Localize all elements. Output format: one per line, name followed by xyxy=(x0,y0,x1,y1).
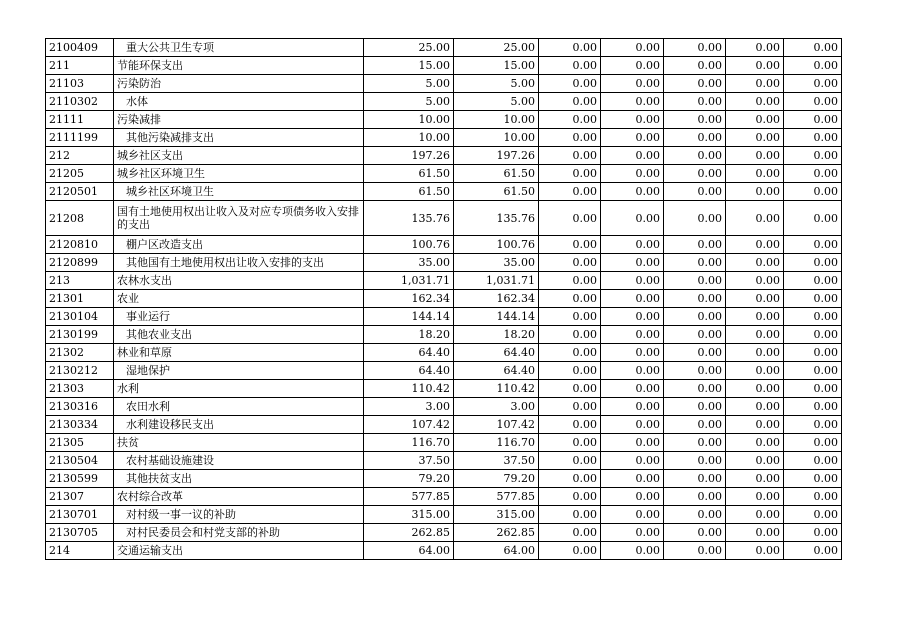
amount-cell: 110.42 xyxy=(454,380,539,398)
amount-cell: 0.00 xyxy=(601,398,664,416)
amount-cell: 0.00 xyxy=(726,344,784,362)
subject-name-cell: 其他国有土地使用权出让收入安排的支出 xyxy=(114,254,364,272)
amount-cell: 577.85 xyxy=(454,488,539,506)
amount-cell: 5.00 xyxy=(454,75,539,93)
table-row xyxy=(46,165,842,183)
amount-cell: 0.00 xyxy=(726,542,784,560)
amount-cell: 0.00 xyxy=(784,236,842,254)
subject-code-cell: 2130599 xyxy=(46,470,114,488)
amount-cell: 0.00 xyxy=(539,183,601,201)
amount-cell: 144.14 xyxy=(454,308,539,326)
subject-name-cell: 城乡社区环境卫生 xyxy=(114,183,364,201)
subject-code-cell: 2130504 xyxy=(46,452,114,470)
amount-cell: 64.00 xyxy=(454,542,539,560)
amount-cell: 0.00 xyxy=(726,452,784,470)
amount-cell: 0.00 xyxy=(664,398,726,416)
subject-name-cell: 对村民委员会和村党支部的补助 xyxy=(114,524,364,542)
subject-name-cell: 水利 xyxy=(114,380,364,398)
amount-cell: 0.00 xyxy=(784,254,842,272)
subject-name-cell: 其他农业支出 xyxy=(114,326,364,344)
amount-cell: 15.00 xyxy=(454,57,539,75)
amount-cell: 0.00 xyxy=(726,470,784,488)
amount-cell: 0.00 xyxy=(601,488,664,506)
subject-name-cell: 扶贫 xyxy=(114,434,364,452)
amount-cell: 0.00 xyxy=(726,75,784,93)
table-row xyxy=(46,129,842,147)
amount-cell: 0.00 xyxy=(601,111,664,129)
amount-cell: 0.00 xyxy=(601,183,664,201)
amount-cell: 100.76 xyxy=(454,236,539,254)
amount-cell: 10.00 xyxy=(454,111,539,129)
amount-cell: 0.00 xyxy=(664,254,726,272)
amount-cell: 15.00 xyxy=(364,57,454,75)
amount-cell: 135.76 xyxy=(454,201,539,236)
amount-cell: 61.50 xyxy=(454,165,539,183)
subject-code-cell: 21305 xyxy=(46,434,114,452)
table-row xyxy=(46,111,842,129)
amount-cell: 3.00 xyxy=(454,398,539,416)
amount-cell: 64.00 xyxy=(364,542,454,560)
amount-cell: 0.00 xyxy=(784,129,842,147)
subject-code-cell: 2130316 xyxy=(46,398,114,416)
amount-cell: 0.00 xyxy=(726,147,784,165)
amount-cell: 0.00 xyxy=(539,39,601,57)
amount-cell: 0.00 xyxy=(664,542,726,560)
subject-name-cell: 交通运输支出 xyxy=(114,542,364,560)
amount-cell: 0.00 xyxy=(784,183,842,201)
amount-cell: 0.00 xyxy=(539,326,601,344)
amount-cell: 0.00 xyxy=(726,254,784,272)
amount-cell: 0.00 xyxy=(539,93,601,111)
amount-cell: 25.00 xyxy=(364,39,454,57)
amount-cell: 0.00 xyxy=(784,398,842,416)
amount-cell: 0.00 xyxy=(601,380,664,398)
amount-cell: 0.00 xyxy=(601,236,664,254)
amount-cell: 0.00 xyxy=(601,147,664,165)
amount-cell: 0.00 xyxy=(726,39,784,57)
amount-cell: 0.00 xyxy=(664,165,726,183)
amount-cell: 0.00 xyxy=(601,506,664,524)
table-row xyxy=(46,524,842,542)
amount-cell: 0.00 xyxy=(664,308,726,326)
table-row xyxy=(46,434,842,452)
table-row xyxy=(46,39,842,57)
amount-cell: 3.00 xyxy=(364,398,454,416)
subject-code-cell: 2110302 xyxy=(46,93,114,111)
amount-cell: 0.00 xyxy=(726,165,784,183)
amount-cell: 0.00 xyxy=(784,506,842,524)
subject-name-cell: 林业和草原 xyxy=(114,344,364,362)
subject-code-cell: 2130705 xyxy=(46,524,114,542)
subject-name-cell: 农林水支出 xyxy=(114,272,364,290)
amount-cell: 0.00 xyxy=(784,380,842,398)
subject-name-cell: 事业运行 xyxy=(114,308,364,326)
subject-code-cell: 2120899 xyxy=(46,254,114,272)
subject-code-cell: 2100409 xyxy=(46,39,114,57)
amount-cell: 0.00 xyxy=(539,290,601,308)
subject-name-cell: 农田水利 xyxy=(114,398,364,416)
amount-cell: 0.00 xyxy=(601,344,664,362)
amount-cell: 0.00 xyxy=(784,290,842,308)
amount-cell: 0.00 xyxy=(601,57,664,75)
table-row xyxy=(46,308,842,326)
subject-name-cell: 水利建设移民支出 xyxy=(114,416,364,434)
table-row xyxy=(46,183,842,201)
subject-code-cell: 2130104 xyxy=(46,308,114,326)
amount-cell: 0.00 xyxy=(664,380,726,398)
amount-cell: 0.00 xyxy=(539,380,601,398)
amount-cell: 577.85 xyxy=(364,488,454,506)
table-row xyxy=(46,93,842,111)
amount-cell: 0.00 xyxy=(784,434,842,452)
subject-code-cell: 21208 xyxy=(46,201,114,236)
amount-cell: 0.00 xyxy=(664,39,726,57)
amount-cell: 18.20 xyxy=(364,326,454,344)
amount-cell: 64.40 xyxy=(364,344,454,362)
amount-cell: 0.00 xyxy=(601,272,664,290)
amount-cell: 144.14 xyxy=(364,308,454,326)
amount-cell: 0.00 xyxy=(539,506,601,524)
amount-cell: 0.00 xyxy=(539,147,601,165)
amount-cell: 18.20 xyxy=(454,326,539,344)
amount-cell: 0.00 xyxy=(784,416,842,434)
amount-cell: 0.00 xyxy=(726,183,784,201)
amount-cell: 0.00 xyxy=(539,75,601,93)
subject-code-cell: 21205 xyxy=(46,165,114,183)
amount-cell: 262.85 xyxy=(364,524,454,542)
amount-cell: 0.00 xyxy=(784,111,842,129)
amount-cell: 0.00 xyxy=(726,272,784,290)
amount-cell: 79.20 xyxy=(364,470,454,488)
amount-cell: 0.00 xyxy=(784,147,842,165)
table-row xyxy=(46,542,842,560)
amount-cell: 0.00 xyxy=(601,470,664,488)
amount-cell: 107.42 xyxy=(454,416,539,434)
subject-code-cell: 21302 xyxy=(46,344,114,362)
amount-cell: 262.85 xyxy=(454,524,539,542)
subject-code-cell: 21303 xyxy=(46,380,114,398)
amount-cell: 0.00 xyxy=(726,398,784,416)
amount-cell: 0.00 xyxy=(539,524,601,542)
amount-cell: 100.76 xyxy=(364,236,454,254)
budget-table xyxy=(45,38,842,560)
amount-cell: 25.00 xyxy=(454,39,539,57)
amount-cell: 197.26 xyxy=(454,147,539,165)
amount-cell: 0.00 xyxy=(664,344,726,362)
table-body xyxy=(46,39,842,560)
subject-name-cell: 污染减排 xyxy=(114,111,364,129)
amount-cell: 5.00 xyxy=(454,93,539,111)
amount-cell: 0.00 xyxy=(539,542,601,560)
amount-cell: 0.00 xyxy=(601,201,664,236)
subject-code-cell: 21111 xyxy=(46,111,114,129)
amount-cell: 116.70 xyxy=(364,434,454,452)
amount-cell: 0.00 xyxy=(539,416,601,434)
subject-name-cell: 其他污染减排支出 xyxy=(114,129,364,147)
amount-cell: 135.76 xyxy=(364,201,454,236)
amount-cell: 0.00 xyxy=(784,308,842,326)
amount-cell: 0.00 xyxy=(726,506,784,524)
subject-name-cell: 城乡社区支出 xyxy=(114,147,364,165)
amount-cell: 0.00 xyxy=(539,129,601,147)
amount-cell: 5.00 xyxy=(364,75,454,93)
amount-cell: 0.00 xyxy=(539,344,601,362)
subject-code-cell: 214 xyxy=(46,542,114,560)
amount-cell: 0.00 xyxy=(539,488,601,506)
amount-cell: 0.00 xyxy=(784,75,842,93)
subject-code-cell: 211 xyxy=(46,57,114,75)
amount-cell: 0.00 xyxy=(726,290,784,308)
subject-name-cell: 湿地保护 xyxy=(114,362,364,380)
subject-code-cell: 213 xyxy=(46,272,114,290)
amount-cell: 0.00 xyxy=(601,434,664,452)
amount-cell: 10.00 xyxy=(364,111,454,129)
amount-cell: 0.00 xyxy=(601,93,664,111)
subject-code-cell: 2130334 xyxy=(46,416,114,434)
amount-cell: 0.00 xyxy=(784,362,842,380)
amount-cell: 0.00 xyxy=(539,254,601,272)
amount-cell: 0.00 xyxy=(664,326,726,344)
table-row xyxy=(46,147,842,165)
amount-cell: 315.00 xyxy=(364,506,454,524)
subject-code-cell: 21103 xyxy=(46,75,114,93)
amount-cell: 0.00 xyxy=(784,326,842,344)
amount-cell: 0.00 xyxy=(601,165,664,183)
amount-cell: 0.00 xyxy=(539,434,601,452)
amount-cell: 0.00 xyxy=(726,380,784,398)
amount-cell: 0.00 xyxy=(726,111,784,129)
amount-cell: 64.40 xyxy=(364,362,454,380)
amount-cell: 0.00 xyxy=(784,524,842,542)
subject-name-cell: 重大公共卫生专项 xyxy=(114,39,364,57)
subject-code-cell: 2130212 xyxy=(46,362,114,380)
amount-cell: 0.00 xyxy=(601,75,664,93)
amount-cell: 5.00 xyxy=(364,93,454,111)
amount-cell: 0.00 xyxy=(664,362,726,380)
subject-code-cell: 21301 xyxy=(46,290,114,308)
amount-cell: 0.00 xyxy=(601,254,664,272)
subject-code-cell: 21307 xyxy=(46,488,114,506)
amount-cell: 0.00 xyxy=(539,452,601,470)
amount-cell: 0.00 xyxy=(664,111,726,129)
amount-cell: 0.00 xyxy=(726,57,784,75)
subject-name-cell: 棚户区改造支出 xyxy=(114,236,364,254)
amount-cell: 0.00 xyxy=(601,326,664,344)
table-row xyxy=(46,75,842,93)
table-row xyxy=(46,344,842,362)
amount-cell: 0.00 xyxy=(784,201,842,236)
amount-cell: 0.00 xyxy=(601,290,664,308)
amount-cell: 162.34 xyxy=(364,290,454,308)
amount-cell: 0.00 xyxy=(726,362,784,380)
amount-cell: 0.00 xyxy=(784,470,842,488)
table-row xyxy=(46,452,842,470)
amount-cell: 0.00 xyxy=(601,542,664,560)
table-row xyxy=(46,470,842,488)
amount-cell: 0.00 xyxy=(664,452,726,470)
amount-cell: 0.00 xyxy=(726,201,784,236)
amount-cell: 0.00 xyxy=(539,57,601,75)
subject-name-cell: 对村级一事一议的补助 xyxy=(114,506,364,524)
amount-cell: 0.00 xyxy=(726,236,784,254)
amount-cell: 197.26 xyxy=(364,147,454,165)
amount-cell: 162.34 xyxy=(454,290,539,308)
amount-cell: 0.00 xyxy=(784,542,842,560)
amount-cell: 0.00 xyxy=(539,236,601,254)
amount-cell: 315.00 xyxy=(454,506,539,524)
amount-cell: 37.50 xyxy=(454,452,539,470)
amount-cell: 0.00 xyxy=(726,93,784,111)
amount-cell: 0.00 xyxy=(664,488,726,506)
amount-cell: 0.00 xyxy=(539,362,601,380)
amount-cell: 0.00 xyxy=(784,57,842,75)
amount-cell: 0.00 xyxy=(601,362,664,380)
subject-code-cell: 212 xyxy=(46,147,114,165)
amount-cell: 10.00 xyxy=(454,129,539,147)
subject-name-cell: 农村综合改革 xyxy=(114,488,364,506)
subject-code-cell: 2130701 xyxy=(46,506,114,524)
table-row xyxy=(46,362,842,380)
amount-cell: 0.00 xyxy=(726,488,784,506)
amount-cell: 0.00 xyxy=(664,434,726,452)
table-row xyxy=(46,57,842,75)
amount-cell: 61.50 xyxy=(364,165,454,183)
amount-cell: 107.42 xyxy=(364,416,454,434)
amount-cell: 10.00 xyxy=(364,129,454,147)
amount-cell: 0.00 xyxy=(784,93,842,111)
amount-cell: 35.00 xyxy=(454,254,539,272)
amount-cell: 0.00 xyxy=(664,416,726,434)
amount-cell: 0.00 xyxy=(664,470,726,488)
subject-name-cell: 国有土地使用权出让收入及对应专项债务收入安排的支出 xyxy=(114,201,364,236)
amount-cell: 0.00 xyxy=(664,272,726,290)
subject-code-cell: 2120501 xyxy=(46,183,114,201)
table-row xyxy=(46,236,842,254)
amount-cell: 0.00 xyxy=(726,129,784,147)
amount-cell: 0.00 xyxy=(539,398,601,416)
amount-cell: 0.00 xyxy=(784,272,842,290)
amount-cell: 0.00 xyxy=(784,165,842,183)
amount-cell: 0.00 xyxy=(664,506,726,524)
table-row xyxy=(46,398,842,416)
amount-cell: 0.00 xyxy=(601,129,664,147)
amount-cell: 0.00 xyxy=(726,326,784,344)
amount-cell: 0.00 xyxy=(726,524,784,542)
amount-cell: 0.00 xyxy=(664,183,726,201)
amount-cell: 0.00 xyxy=(664,75,726,93)
amount-cell: 0.00 xyxy=(539,272,601,290)
amount-cell: 0.00 xyxy=(601,416,664,434)
amount-cell: 0.00 xyxy=(664,290,726,308)
amount-cell: 0.00 xyxy=(539,201,601,236)
amount-cell: 79.20 xyxy=(454,470,539,488)
amount-cell: 0.00 xyxy=(539,308,601,326)
amount-cell: 0.00 xyxy=(539,470,601,488)
amount-cell: 0.00 xyxy=(601,452,664,470)
table-row xyxy=(46,201,842,236)
subject-name-cell: 水体 xyxy=(114,93,364,111)
amount-cell: 0.00 xyxy=(601,308,664,326)
amount-cell: 0.00 xyxy=(664,93,726,111)
amount-cell: 0.00 xyxy=(539,111,601,129)
amount-cell: 0.00 xyxy=(726,434,784,452)
amount-cell: 0.00 xyxy=(601,39,664,57)
amount-cell: 0.00 xyxy=(784,344,842,362)
subject-name-cell: 节能环保支出 xyxy=(114,57,364,75)
amount-cell: 0.00 xyxy=(664,201,726,236)
subject-code-cell: 2120810 xyxy=(46,236,114,254)
amount-cell: 0.00 xyxy=(664,524,726,542)
table-row xyxy=(46,290,842,308)
table-row xyxy=(46,488,842,506)
amount-cell: 0.00 xyxy=(664,147,726,165)
subject-code-cell: 2111199 xyxy=(46,129,114,147)
amount-cell: 61.50 xyxy=(454,183,539,201)
amount-cell: 0.00 xyxy=(664,236,726,254)
table-row xyxy=(46,326,842,344)
table-row xyxy=(46,416,842,434)
amount-cell: 61.50 xyxy=(364,183,454,201)
amount-cell: 64.40 xyxy=(454,344,539,362)
amount-cell: 110.42 xyxy=(364,380,454,398)
amount-cell: 37.50 xyxy=(364,452,454,470)
amount-cell: 1,031.71 xyxy=(454,272,539,290)
amount-cell: 35.00 xyxy=(364,254,454,272)
amount-cell: 1,031.71 xyxy=(364,272,454,290)
subject-name-cell: 城乡社区环境卫生 xyxy=(114,165,364,183)
amount-cell: 0.00 xyxy=(784,452,842,470)
table-row xyxy=(46,506,842,524)
amount-cell: 116.70 xyxy=(454,434,539,452)
amount-cell: 0.00 xyxy=(784,39,842,57)
amount-cell: 0.00 xyxy=(664,129,726,147)
subject-name-cell: 污染防治 xyxy=(114,75,364,93)
table-row xyxy=(46,254,842,272)
amount-cell: 0.00 xyxy=(664,57,726,75)
subject-name-cell: 农村基础设施建设 xyxy=(114,452,364,470)
amount-cell: 0.00 xyxy=(784,488,842,506)
subject-name-cell: 其他扶贫支出 xyxy=(114,470,364,488)
subject-name-cell: 农业 xyxy=(114,290,364,308)
table-row xyxy=(46,272,842,290)
table-row xyxy=(46,380,842,398)
amount-cell: 64.40 xyxy=(454,362,539,380)
subject-code-cell: 2130199 xyxy=(46,326,114,344)
amount-cell: 0.00 xyxy=(726,308,784,326)
amount-cell: 0.00 xyxy=(601,524,664,542)
amount-cell: 0.00 xyxy=(539,165,601,183)
amount-cell: 0.00 xyxy=(726,416,784,434)
